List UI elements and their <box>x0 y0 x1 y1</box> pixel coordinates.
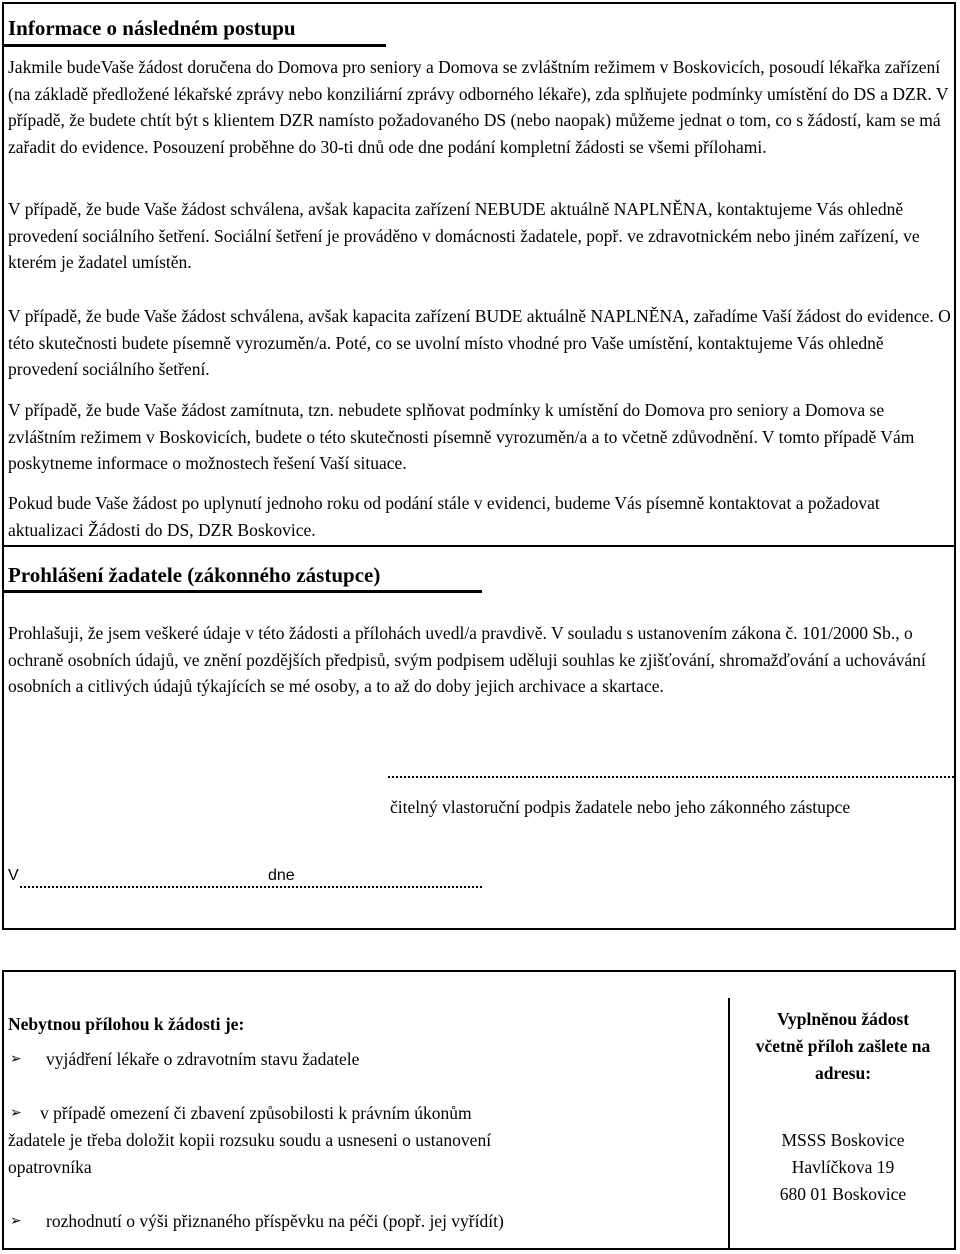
address-line3: 680 01 Boskovice <box>779 1184 907 1204</box>
paragraph-not-full: V případě, že bude Vaše žádost schválena, avšak kapacita zařízení NEBUDE aktuálně NAPLNĚNA, kontaktujeme Vás ohledně provedení sociálního šetření. Sociální šetření je prováděno v domácnosti žadatele, popř. ve zdravotnickém nebo jiném zařízení, ve kterém je žadatel umístěn. <box>8 199 920 272</box>
date-label: dne <box>268 867 295 884</box>
address-title-line2: včetně příloh zašlete na <box>755 1036 931 1056</box>
bullet-arrow-icon: ➢ <box>10 1213 22 1229</box>
signature-line[interactable] <box>388 776 954 778</box>
attachments-title: Nebytnou přílohou k žádosti je: <box>8 1014 245 1034</box>
signature-label: čitelný vlastoruční podpis žadatele nebo jeho zákonného zástupce <box>390 797 851 817</box>
attachment-item-medical: vyjádření lékaře o zdravotním stavu žadatele <box>46 1049 360 1069</box>
attachment-item-capacity-line2: žadatele je třeba doložit kopii rozsuku soudu a usneseni o ustanovení <box>8 1130 492 1150</box>
bullet-arrow-icon: ➢ <box>10 1051 22 1067</box>
place-date-line[interactable] <box>20 886 482 888</box>
attachment-item-capacity-line1: v případě omezení či zbavení způsobilosti k právním úkonům <box>40 1103 472 1123</box>
declaration-text: Prohlašuji, že jsem veškeré údaje v této žádosti a přílohách uvedl/a pravdivě. V souladu s ustanovením zákona č. 101/2000 Sb., o ochraně osobních údajů, ve znění pozdějších předpisů, svým podpisem uděluji souhlas ke zjišťování, shromažďování a uchovávání osobních a citlivých údajů týkajících se mé osoby, a to až do doby jejich archivace a skartace. <box>8 623 926 696</box>
address-line1: MSSS Boskovice <box>781 1130 905 1150</box>
place-label: V <box>8 867 19 884</box>
declaration-title-underline <box>2 590 482 593</box>
attachment-item-capacity-line3: opatrovníka <box>8 1157 92 1177</box>
section-title-underline <box>2 44 386 47</box>
address-line2: Havlíčkova 19 <box>791 1157 895 1177</box>
address-block <box>730 1127 956 1208</box>
section-title-next-steps: Informace o následném postupu <box>8 16 296 40</box>
address-title-line1: Vyplněnou žádost <box>776 1009 910 1029</box>
section-title-declaration: Prohlášení žadatele (zákonného zástupce) <box>8 563 381 587</box>
attachment-item-allowance: rozhodnutí o výši přiznaného příspěvku na péči (popř. jej vyřídít) <box>46 1211 504 1231</box>
address-title <box>730 1006 956 1087</box>
address-title-line3: adresu: <box>814 1063 872 1083</box>
paragraph-rejected: V případě, že bude Vaše žádost zamítnuta, tzn. nebudete splňovat podmínky k umístění do Domova pro seniory a Domova se zvláštním režimem v Boskovicích, budete o této skutečnosti písemně vyrozuměn/a a to včetně zdůvodnění. V tomto případě Vám poskytneme informace o možnostech řešení Vaší situace. <box>8 400 915 473</box>
paragraph-processing-text: Jakmile budeVaše žádost doručena do Domova pro seniory a Domova se zvláštním režimem v Boskovicích, posoudí lékařka zařízení (na základě předložené lékařské zprávy nebo konziliární zprávy odborného lékaře), zda splňujete podmínky umístění do DS a DZR. V případě, že budete chtít být s klientem DZR namísto požadovaného DS (nebo naopak) můžeme jednat o tom, co s žádostí, kam se má zařadit do evidence. Posouzení proběhne do 30-ti dnů ode dne podání kompletní žádosti se všemi přílohami. <box>8 57 949 157</box>
bullet-arrow-icon: ➢ <box>10 1105 22 1121</box>
section-divider <box>2 545 956 547</box>
paragraph-full: V případě, že bude Vaše žádost schválena, avšak kapacita zařízení BUDE aktuálně NAPLNĚNA, zařadíme Vaší žádost do evidence. O této skutečnosti budete písemně vyrozuměn/a. Poté, co se uvolní místo vhodné pro Vaše umístění, kontaktujeme Vás ohledně provedení sociálního šetření. <box>8 306 951 379</box>
paragraph-update: Pokud bude Vaše žádost po uplynutí jednoho roku od podání stále v evidenci, budeme Vás písemně kontaktovat a požadovat aktualizaci Žádosti do DS, DZR Boskovice. <box>8 493 880 540</box>
